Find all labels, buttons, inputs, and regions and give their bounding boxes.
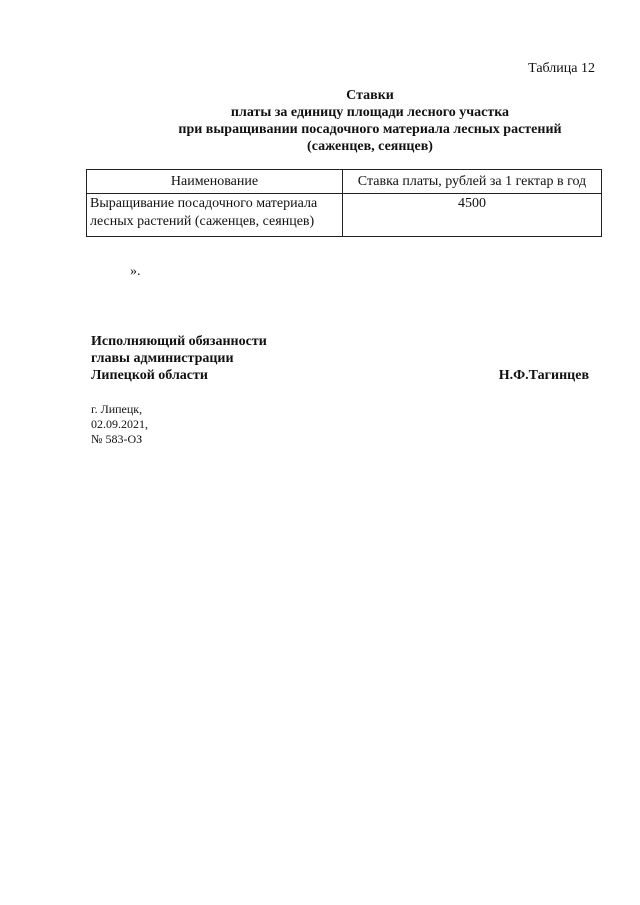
table-row [87,194,602,237]
table-number: Таблица 12 [528,61,595,76]
title-line-3: при выращивании посадочного материала лесных растений [178,122,562,137]
signatory-name: Н.Ф.Тагинцев [498,368,589,383]
title-line-4: (саженцев, сеянцев) [307,139,433,154]
title-line-2: платы за единицу площади лесного участка [230,105,510,120]
footer-city: г. Липецк, [91,402,143,416]
column-header-rate: Ставка платы, рублей за 1 гектар в год [343,170,602,194]
signature-position-line-2: главы администрации [91,351,234,366]
column-header-name: Наименование [87,170,343,194]
footer-law-number: № 583-ОЗ [91,432,143,446]
closing-quote: ». [130,264,141,279]
footer-date: 02.09.2021, [91,417,148,431]
rates-table [86,169,602,237]
cell-rate: 4500 [343,194,602,237]
title-line-1: Ставки [346,88,394,103]
signature-block [91,333,589,384]
document-title [150,87,590,155]
signature-position-line-1: Исполняющий обязанности [91,334,267,349]
cell-name: Выращивание посадочного материала лесных растений (саженцев, сеянцев) [87,194,343,237]
table-header-row [87,170,602,194]
document-footer [91,402,148,447]
signature-position-line-3: Липецкой области [91,368,208,383]
